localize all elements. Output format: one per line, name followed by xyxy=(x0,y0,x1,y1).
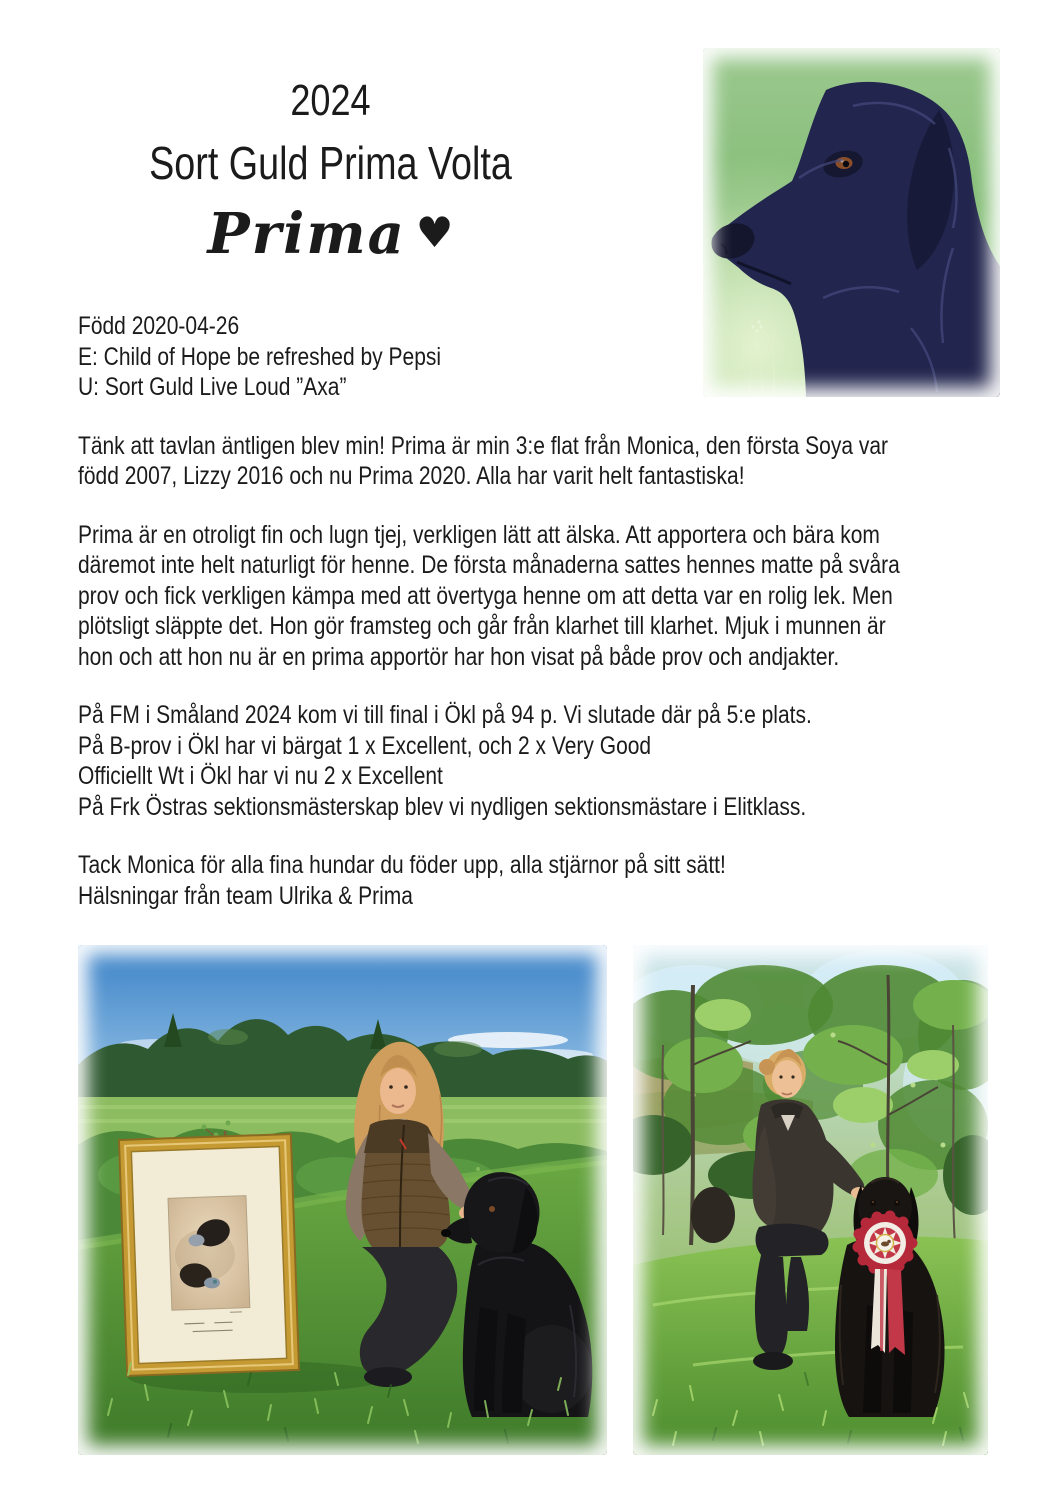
text-line: hon och att hon nu är en prima apportör har hon visat på både prov och andjakter. xyxy=(78,642,840,671)
rosette-photo-illustration xyxy=(633,945,988,1455)
photo-rosette-award xyxy=(633,945,988,1455)
dog-eye xyxy=(489,1206,495,1212)
text-line: född 2007, Lizzy 2016 och nu Prima 2020. Alla har varit helt fantastiska! xyxy=(78,462,745,490)
text-line: Prima är en otroligt fin och lugn tjej, verkligen lätt att älska. Att apportera och bära kom xyxy=(78,520,880,549)
text-line: På B-prov i Ökl har vi bärgat 1 x Excellent, och 2 x Very Good xyxy=(78,731,652,760)
text-line: Tack Monica för alla fina hundar du föder upp, alla stjärnor på sitt sätt! xyxy=(78,851,726,879)
body-text xyxy=(78,311,978,911)
text-line: Tänk att tavlan äntligen blev min! Prima är min 3:e flat från Monica, den första Soya var xyxy=(78,431,889,460)
boot xyxy=(364,1367,412,1387)
boot xyxy=(753,1352,793,1370)
paragraph-intro xyxy=(78,431,978,492)
paragraph-results xyxy=(78,700,978,822)
pedigree-block xyxy=(78,311,978,403)
paragraph-thanks xyxy=(78,850,978,911)
painting-photo-illustration xyxy=(78,945,607,1455)
framed-painting xyxy=(119,1134,299,1376)
shin xyxy=(755,1255,788,1357)
face xyxy=(772,1060,802,1098)
title-block xyxy=(78,72,583,271)
call-name-text: Prima xyxy=(207,201,406,267)
title-call-name xyxy=(78,196,583,271)
text-line: prov och fick verkligen kämpa med att övertyga henne om att detta var en rolig lek. Men xyxy=(78,581,893,610)
dog-nose xyxy=(441,1229,451,1237)
text-line: plötsligt släppte det. Hon gör framsteg och går från klarhet till klarhet. Mjuk i munnen är xyxy=(78,612,886,640)
text-line: Hälsningar från team Ulrika & Prima xyxy=(78,881,413,910)
text-line: Officiellt Wt i Ökl har vi nu 2 x Excellent xyxy=(78,762,443,790)
heart-icon: ♥ xyxy=(415,208,454,257)
text-line: E: Child of Hope be refreshed by Pepsi xyxy=(78,342,442,371)
text-line: Född 2020-04-26 xyxy=(78,312,240,340)
text-line: U: Sort Guld Live Loud ”Axa” xyxy=(78,373,347,401)
text-line: däremot inte helt naturligt för henne. De första månaderna sattes hennes matte på svåra xyxy=(78,551,900,579)
title-year: 2024 xyxy=(290,76,371,125)
bag xyxy=(691,1187,735,1243)
text-line: På FM i Småland 2024 kom vi till final i Ökl på 94 p. Vi slutade där på 5:e plats. xyxy=(78,701,812,729)
paragraph-character xyxy=(78,520,978,673)
photo-painting-presentation xyxy=(78,945,607,1455)
title-dog-name: Sort Guld Prima Volta xyxy=(149,137,512,189)
text-line: På Frk Östras sektionsmästerskap blev vi nydligen sektionsmästare i Elitklass. xyxy=(78,792,807,821)
